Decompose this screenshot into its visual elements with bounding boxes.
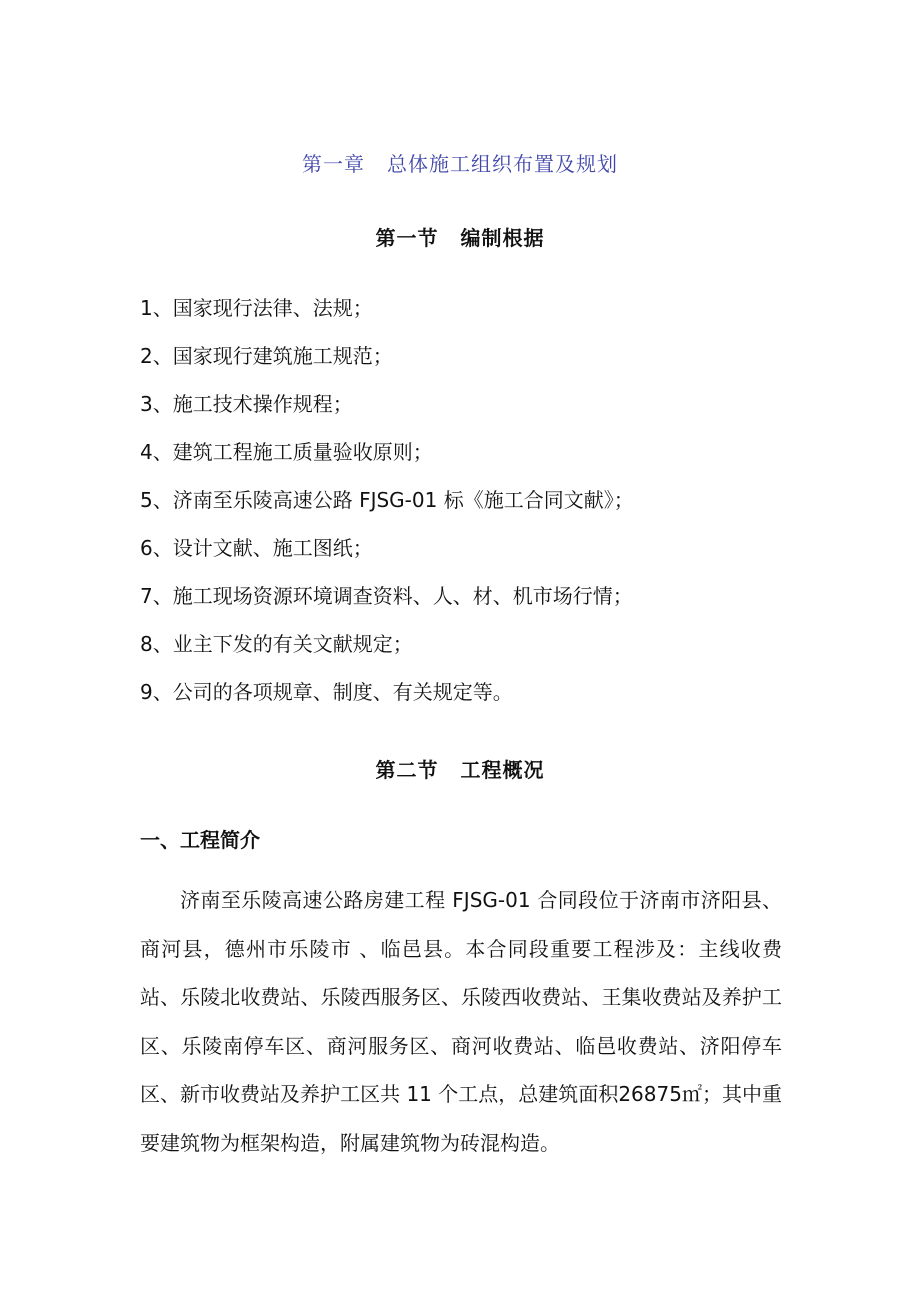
list-item: 6、设计文献、施工图纸；	[140, 536, 373, 560]
section-name: 工程概况	[460, 758, 545, 782]
chapter-name: 总体施工组织布置及规划	[387, 152, 618, 176]
section-title-2	[0, 754, 920, 783]
list-item: 1、国家现行法律、法规；	[140, 296, 373, 320]
chapter-number: 第一章	[302, 152, 365, 176]
basis-list	[140, 292, 634, 724]
chapter-title	[0, 148, 920, 177]
list-item: 2、国家现行建筑施工规范；	[140, 344, 393, 368]
list-item: 5、济南至乐陵高速公路 FJSG-01 标《施工合同文献》；	[140, 488, 634, 512]
body-paragraph: 济南至乐陵高速公路房建工程 FJSG-01 合同段位于济南市济阳县、商河县，德州市乐陵市 、临邑县。本合同段重要工程涉及：主线收费站、乐陵北收费站、乐陵西服务区、乐陵西收费站、王集收费站及养护工区、乐陵南停车区、商河服务区、商河收费站、临邑收费站、济阳停车区、新市收费站及养护工区共 11 个工点，总建筑面积26875㎡；其中重要建筑物为框架构造，附属建筑物为砖混构造。	[140, 888, 782, 1155]
list-item: 4、建筑工程施工质量验收原则；	[140, 440, 433, 464]
section-title-1	[0, 222, 920, 251]
subheading: 一、工程简介	[140, 828, 260, 852]
section-name: 编制根据	[460, 226, 545, 250]
list-item: 8、业主下发的有关文献规定；	[140, 632, 413, 656]
list-item: 9、公司的各项规章、制度、有关规定等。	[140, 680, 513, 704]
section-number: 第二节	[375, 758, 439, 782]
list-item: 3、施工技术操作规程；	[140, 392, 353, 416]
section-number: 第一节	[375, 226, 439, 250]
list-item: 7、施工现场资源环境调查资料、人、材、机市场行情；	[140, 584, 633, 608]
